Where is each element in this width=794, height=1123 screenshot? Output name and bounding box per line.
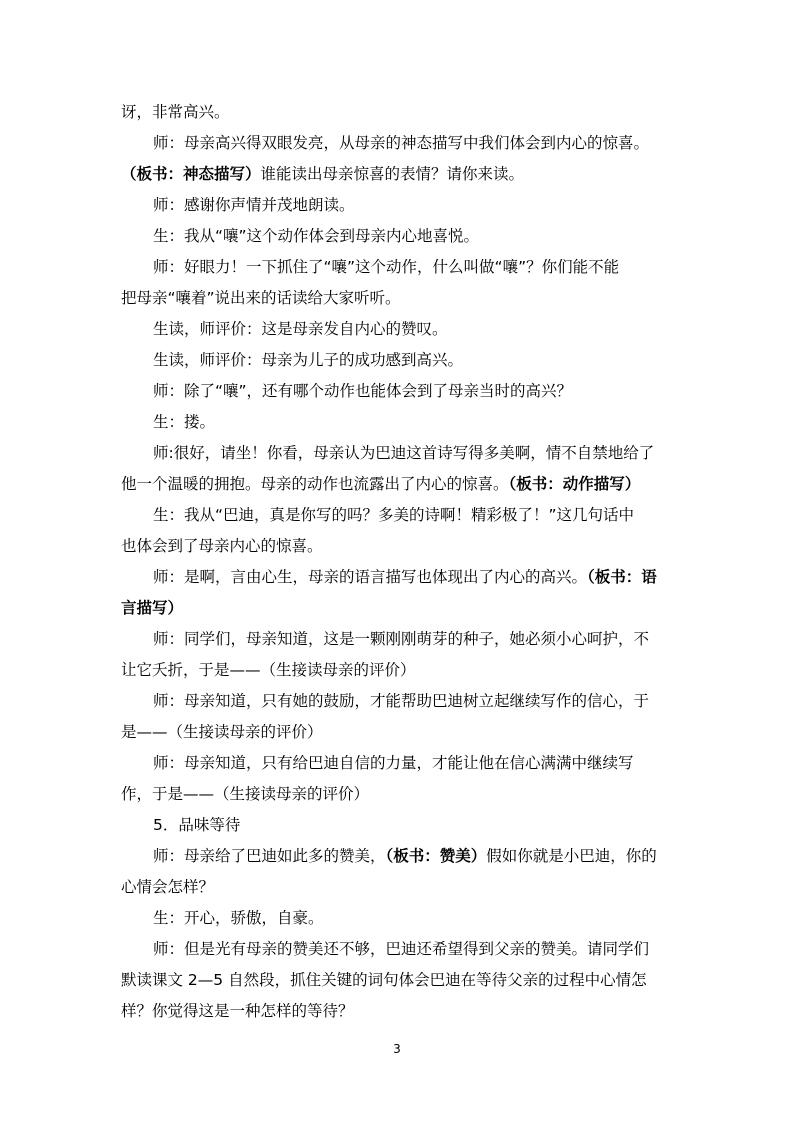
text-line: 让它夭折，于是——（生接读母亲的评价） xyxy=(121,661,416,679)
text-line: 生：我从“巴迪，真是你写的吗？多美的诗啊！精彩极了！”这几句话中 xyxy=(153,506,635,524)
text-line: 讶，非常高兴。 xyxy=(121,103,230,121)
text-line: 师：但是光有母亲的赞美还不够，巴迪还希望得到父亲的赞美。请同学们 xyxy=(153,940,650,958)
text-span: 师：母亲给了巴迪如此多的赞美， xyxy=(153,847,386,865)
board-note: 言描写） xyxy=(121,599,184,617)
text-line: 师：母亲知道，只有给巴迪自信的力量，才能让他在信心满满中继续写 xyxy=(153,754,634,772)
text-line: 也体会到了母亲内心的惊喜。 xyxy=(121,537,323,555)
text-line xyxy=(121,474,640,494)
board-note: （板书：赞美） xyxy=(385,847,487,865)
text-line: 生：搂。 xyxy=(153,413,216,431)
text-span: 假如你就是小巴迪，你的 xyxy=(486,847,657,865)
board-note: （板书：语 xyxy=(587,568,657,586)
text-line xyxy=(121,598,183,618)
text-line: 生读，师评价：这是母亲发自内心的赞叹。 xyxy=(153,320,448,338)
text-line: 生读，师评价：母亲为儿子的成功感到高兴。 xyxy=(153,351,464,369)
board-note: （板书：神态描写） xyxy=(121,165,261,183)
text-line: 师：好眼力！一下抓住了“嚷”这个动作，什么叫做“嚷”？你们能不能 xyxy=(153,258,620,276)
text-line xyxy=(153,567,657,587)
text-line xyxy=(121,164,524,184)
text-line: 生：开心，骄傲，自豪。 xyxy=(153,909,324,927)
page-number: 3 xyxy=(393,1042,401,1056)
text-line: 是——（生接读母亲的评价） xyxy=(121,723,323,741)
text-line: 师：感谢你声情并茂地朗读。 xyxy=(153,196,355,214)
text-line: 师：母亲知道，只有她的鼓励，才能帮助巴迪树立起继续写作的信心，于 xyxy=(153,692,650,710)
text-line: 作，于是——（生接读母亲的评价） xyxy=(121,785,370,803)
text-line: 师：同学们，母亲知道，这是一颗刚刚萌芽的种子，她必须小心呵护，不 xyxy=(153,630,650,648)
text-span: 师：是啊，言由心生，母亲的语言描写也体现出了内心的高兴。 xyxy=(153,568,588,586)
text-line: 师：除了“嚷”，还有哪个动作也能体会到了母亲当时的高兴？ xyxy=(153,382,573,400)
text-span: 他一个温暖的拥抱。母亲的动作也流露出了内心的惊喜。 xyxy=(121,475,509,493)
text-line: 默读课文 2—5 自然段，抓住关键的词句体会巴迪在等待父亲的过程中心情怎 xyxy=(121,971,647,989)
text-line: 把母亲“嚷着”说出来的话读给大家听听。 xyxy=(121,289,401,307)
text-span: 谁能读出母亲惊喜的表情？请你来读。 xyxy=(260,165,525,183)
text-line: 师:很好，请坐！你看，母亲认为巴迪这首诗写得多美啊，情不自禁地给了 xyxy=(153,444,655,462)
text-line: 样？你觉得这是一种怎样的等待？ xyxy=(121,1002,354,1020)
text-line xyxy=(153,846,657,866)
text-line: 师：母亲高兴得双眼发亮，从母亲的神态描写中我们体会到内心的惊喜。 xyxy=(153,134,650,152)
text-line: 心情会怎样？ xyxy=(121,878,215,896)
text-line: 生：我从“嚷”这个动作体会到母亲内心地喜悦。 xyxy=(153,227,480,245)
section-heading: 5．品味等待 xyxy=(153,816,241,834)
board-note: （板书：动作描写） xyxy=(508,475,641,493)
